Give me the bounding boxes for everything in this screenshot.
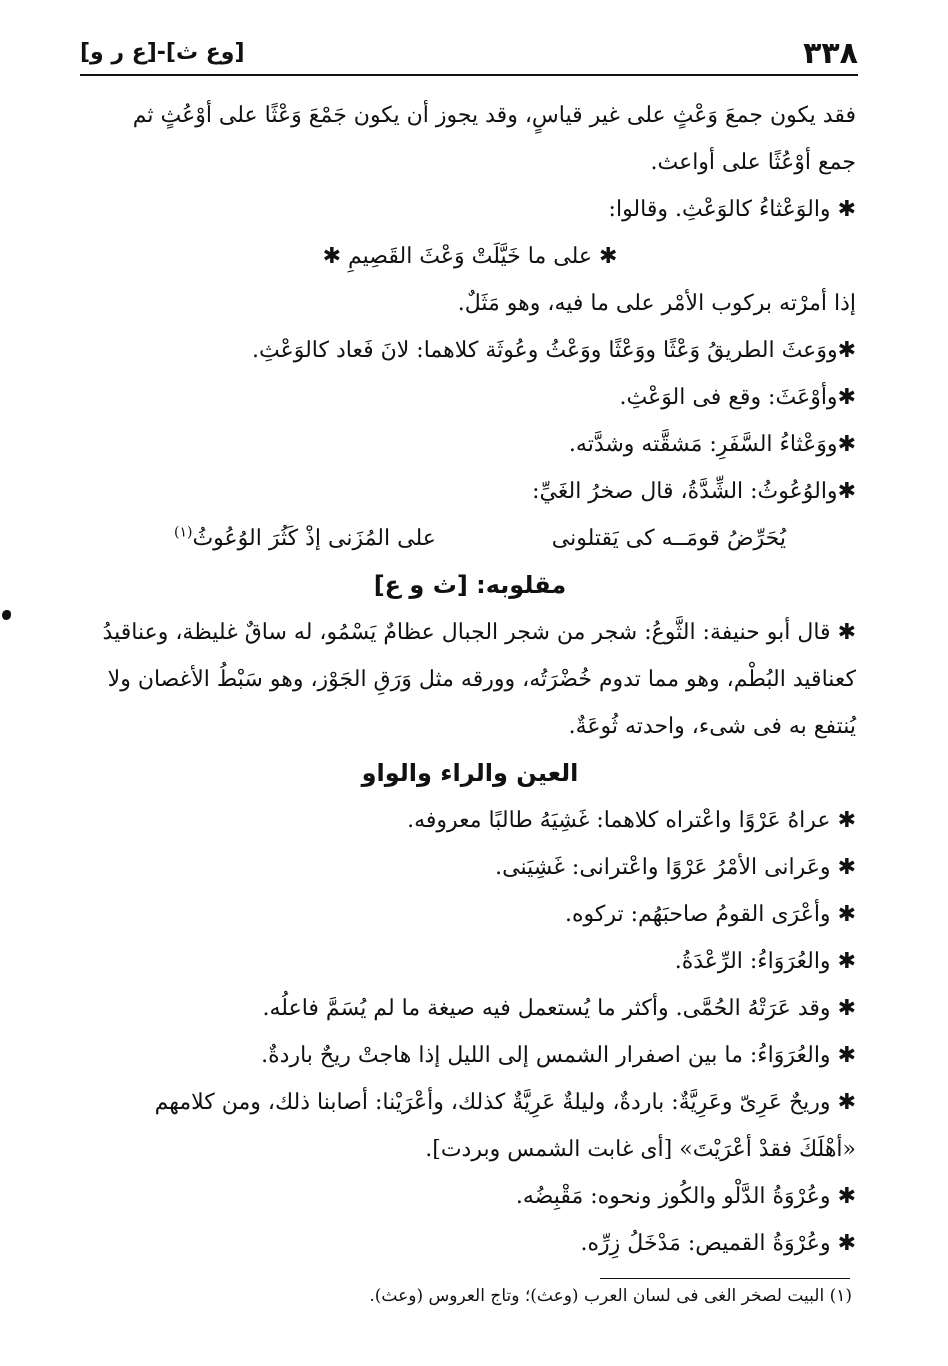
footnote-ref: (١) <box>174 524 193 541</box>
text-line: فقد يكون جمعَ وَعْثٍ على غير قياسٍ، وقد يجوز أن يكون جَمْعَ وَعْثًا على أوْعُثٍ ثم <box>132 103 856 128</box>
asterisk-icon: ✱ <box>837 432 856 457</box>
asterisk-icon: ✱ <box>837 1043 856 1068</box>
entry-text: وأوْعَثَ: وقع فى الوَعْثِ. <box>619 385 838 410</box>
entry-text: وقد عَرَتْهُ الحُمَّى. وأكثر ما يُستعمل فيه صيغة ما لم يُسَمَّ فاعلُه. <box>262 996 831 1021</box>
entry-text: والوُعُوثُ: الشِّدَّةُ، قال صخرُ الغَيِّ: <box>532 479 838 504</box>
asterisk-icon: ✱ <box>837 1090 856 1115</box>
running-head: [وع ث]-[ع ر و] <box>80 40 245 65</box>
asterisk-icon: ✱ <box>599 244 618 269</box>
asterisk-icon: ✱ <box>837 808 856 833</box>
entry-text: عراهُ عَرْوًا واعْتراه كلاهما: غَشِيَهُ طالبًا معروفه. <box>407 808 831 833</box>
entry <box>84 327 856 374</box>
entry-text: قال أبو حنيفة: الثَّوعُ: شجر من شجر الجبال عظامٌ يَسْمُو، له ساقٌ غليظة، وعناقيدُ <box>102 620 831 645</box>
page-header <box>80 34 858 76</box>
text-line: «أهْلَكَ فقدْ أعْرَيْتَ» [أى غابت الشمس وبردت]. <box>425 1137 856 1162</box>
text-line: يُنتفع به فى شىء، واحدته ثُوعَةٌ. <box>568 714 856 739</box>
entry <box>84 609 856 656</box>
section-heading: العين والراء والواو <box>361 759 579 787</box>
verse-hemistich-second <box>174 515 436 562</box>
entry-text: وريحٌ عَرِىّ وعَرِيَّةٌ: باردةٌ، وليلةٌ عَرِيَّةٌ كذلك، وأعْرَيْنا: أصابنا ذلك، ومن كلامهم <box>154 1090 831 1115</box>
entry <box>84 421 856 468</box>
entry <box>84 938 856 985</box>
entry-text: ووَعْثاءُ السَّفَرِ: مَشقَّته وشدَّته. <box>568 432 838 457</box>
asterisk-icon: ✱ <box>837 1231 856 1256</box>
section-heading: مقلوبه: [ث و ع] <box>373 571 567 599</box>
verse-text: على المُزَنى إذْ كَثُرَ الوُعُوثُ <box>192 526 436 551</box>
entry-text: وعُرْوَةُ الدَّلْو والكُوز ونحوه: مَقْبِضُه. <box>515 1184 831 1209</box>
entry <box>84 1079 856 1126</box>
entry <box>84 468 856 515</box>
asterisk-icon: ✱ <box>322 244 341 269</box>
entry <box>84 374 856 421</box>
asterisk-icon: ✱ <box>837 996 856 1021</box>
text-line: إذا أمرْته بركوب الأمْر على ما فيه، وهو مَثَلٌ. <box>457 291 856 316</box>
asterisk-icon: ✱ <box>837 385 856 410</box>
entry <box>84 1220 856 1267</box>
asterisk-icon: ✱ <box>837 338 856 363</box>
text-line: جمع أوْعُثًا على أواعث. <box>650 150 856 175</box>
entry <box>84 891 856 938</box>
entry <box>84 797 856 844</box>
asterisk-icon: ✱ <box>837 902 856 927</box>
page-body <box>84 92 856 1267</box>
entry <box>84 1032 856 1079</box>
verse-text: على ما خَيَّلَتْ وَعْثَ القَصِيمِ <box>348 244 592 269</box>
asterisk-icon: ✱ <box>837 620 856 645</box>
poem-verse <box>84 515 856 562</box>
entry-text: وعَرانى الأمْرُ عَرْوًا واعْترانى: غَشِيَنى. <box>495 855 831 880</box>
asterisk-icon: ✱ <box>837 197 856 222</box>
entry <box>84 186 856 233</box>
entry-text: والعُرَوَاءُ: ما بين اصفرار الشمس إلى الليل إذا هاجتْ ريحٌ باردةٌ. <box>261 1043 831 1068</box>
asterisk-icon: ✱ <box>837 949 856 974</box>
asterisk-icon: ✱ <box>837 855 856 880</box>
entry-text: وعُرْوَةُ القميص: مَدْخَلُ زِرِّه. <box>580 1231 831 1256</box>
entry-text: والعُرَوَاءُ: الرِّعْدَةُ. <box>674 949 831 974</box>
verse-line <box>84 233 856 280</box>
entry-text: وأعْرَى القومُ صاحبَهُم: تركوه. <box>564 902 831 927</box>
entry <box>84 985 856 1032</box>
verse-hemistich-first: يُحَرِّضُ قومَــه كى يَقتلونى <box>551 526 786 551</box>
entry <box>84 844 856 891</box>
page-number: ٣٣٨ <box>803 36 858 71</box>
entry-text: ووَعثَ الطريقُ وَعْثًا ووَعْثًا ووَعْثُ وعُوثَة كلاهما: لانَ فَعاد كالوَعْثِ. <box>252 338 838 363</box>
footnote-divider <box>600 1278 850 1279</box>
entry <box>84 1173 856 1220</box>
asterisk-icon: ✱ <box>837 1184 856 1209</box>
entry-text: والوَعْثاءُ كالوَعْثِ. وقالوا: <box>608 197 831 222</box>
asterisk-icon: ✱ <box>837 479 856 504</box>
ink-blot <box>2 610 11 620</box>
text-line: كعناقيد البُطْم، وهو مما تدوم خُضْرَتُه، وورقه مثل وَرَقِ الجَوْز، وهو سَبْطُ الأغصان ولا <box>107 667 856 692</box>
footnote: (١) البيت لصخر الغى فى لسان العرب (وعث)؛ وتاج العروس (وعث). <box>369 1286 852 1306</box>
